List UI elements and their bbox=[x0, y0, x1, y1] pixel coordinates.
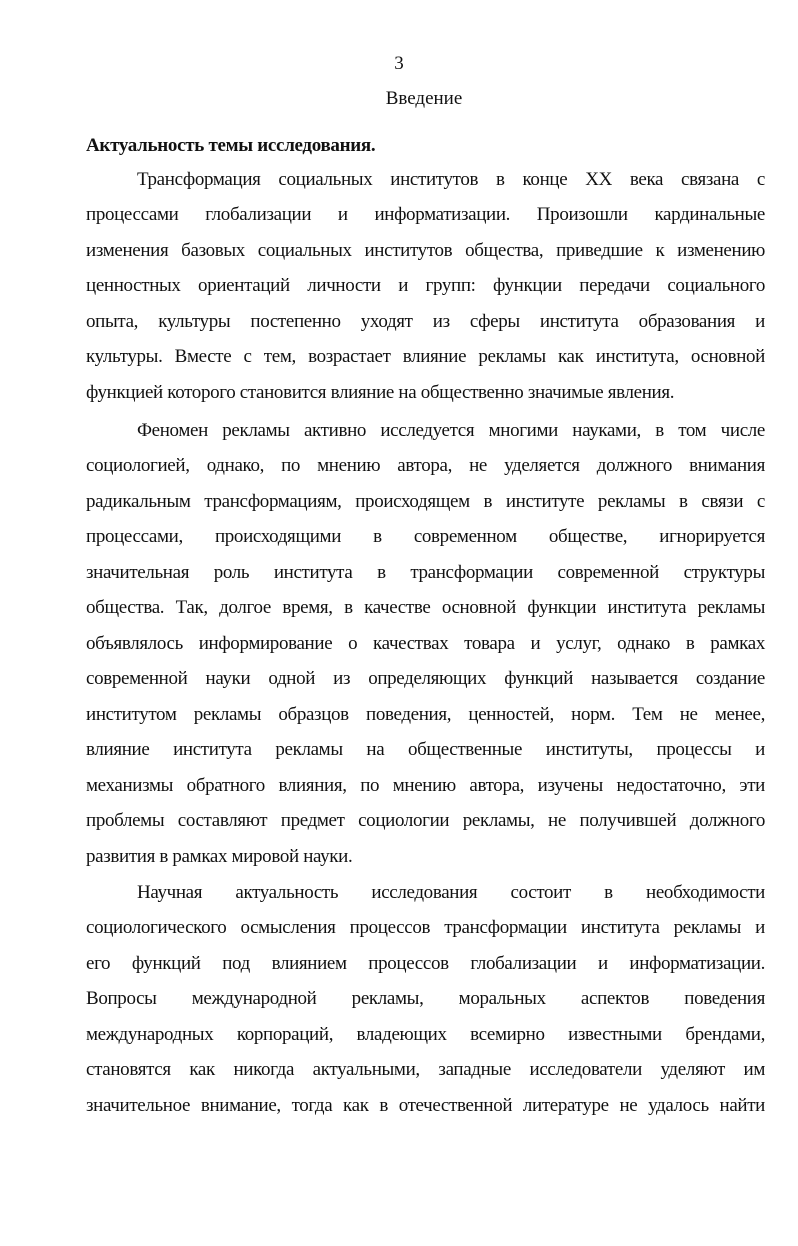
page-heading: Введение bbox=[385, 88, 463, 109]
paragraph-1-line: Трансформация социальных институтов в конце XX века связана с bbox=[137, 169, 765, 190]
paragraph-2-line: механизмы обратного влияния, по мнению автора, изучены недостаточно, эти bbox=[86, 775, 765, 796]
paragraph-3-line: Научная актуальность исследования состоит в необходимости bbox=[137, 882, 765, 903]
paragraph-2-line: процессами, происходящими в современном обществе, игнорируется bbox=[86, 526, 765, 547]
paragraph-3-line: Вопросы международной рекламы, моральных аспектов поведения bbox=[86, 988, 765, 1009]
paragraph-2-line: значительная роль института в трансформации современной структуры bbox=[86, 562, 765, 583]
paragraph-1-line: изменения базовых социальных институтов общества, приведшие к изменению bbox=[86, 240, 765, 261]
paragraph-2-line: радикальным трансформациям, происходящем в институте рекламы в связи с bbox=[86, 491, 765, 512]
page-number: 3 bbox=[394, 53, 404, 74]
paragraph-1-line: функцией которого становится влияние на общественно значимые явления. bbox=[86, 382, 675, 403]
paragraph-3-line: его функций под влиянием процессов глобализации и информатизации. bbox=[86, 953, 765, 974]
paragraph-1-line: культуры. Вместе с тем, возрастает влияние рекламы как института, основной bbox=[86, 346, 765, 367]
paragraph-2-line: развития в рамках мировой науки. bbox=[86, 846, 353, 867]
paragraph-2-line: влияние института рекламы на общественные институты, процессы и bbox=[86, 739, 765, 760]
paragraph-2-line: современной науки одной из определяющих функций называется создание bbox=[86, 668, 765, 689]
section-title: Актуальность темы исследования. bbox=[86, 135, 376, 156]
paragraph-3-line: социологического осмысления процессов трансформации института рекламы и bbox=[86, 917, 765, 938]
paragraph-2-line: институтом рекламы образцов поведения, ценностей, норм. Тем не менее, bbox=[86, 704, 765, 725]
paragraph-2-line: социологией, однако, по мнению автора, не уделяется должного внимания bbox=[86, 455, 765, 476]
paragraph-3-line: становятся как никогда актуальными, западные исследователи уделяют им bbox=[86, 1059, 765, 1080]
paragraph-1-line: ценностных ориентаций личности и групп: функции передачи социального bbox=[86, 275, 765, 296]
paragraph-2-line: проблемы составляют предмет социологии рекламы, не получившей должного bbox=[86, 810, 765, 831]
paragraph-2-line: общества. Так, долгое время, в качестве основной функции института рекламы bbox=[86, 597, 765, 618]
paragraph-2-line: объявлялось информирование о качествах товара и услуг, однако в рамках bbox=[86, 633, 765, 654]
paragraph-3-line: международных корпораций, владеющих всемирно известными брендами, bbox=[86, 1024, 765, 1045]
paragraph-1-line: процессами глобализации и информатизации. Произошли кардинальные bbox=[86, 204, 765, 225]
paragraph-2-line: Феномен рекламы активно исследуется многими науками, в том числе bbox=[137, 420, 765, 441]
paragraph-1-line: опыта, культуры постепенно уходят из сферы института образования и bbox=[86, 311, 765, 332]
paragraph-3-line: значительное внимание, тогда как в отечественной литературе не удалось найти bbox=[86, 1095, 765, 1116]
